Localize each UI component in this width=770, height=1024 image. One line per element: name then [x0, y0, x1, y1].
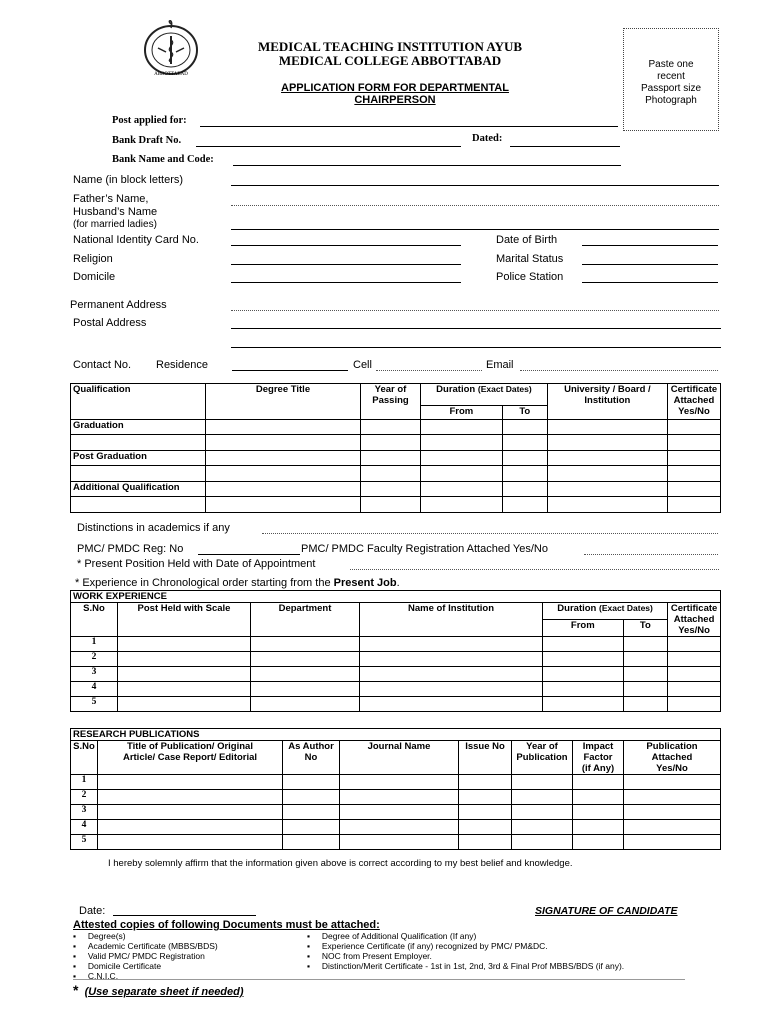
res-cell[interactable] — [283, 790, 340, 805]
post-applied-field[interactable] — [200, 126, 618, 127]
university-header-2: Institution — [584, 395, 631, 406]
work-cell[interactable] — [360, 682, 543, 697]
work-dept-header: Department — [251, 603, 360, 637]
res-cell[interactable] — [624, 835, 721, 850]
res-row-number: 1 — [71, 775, 98, 790]
qual-cell[interactable] — [71, 435, 206, 451]
res-cell[interactable] — [573, 805, 624, 820]
work-row-number: 2 — [71, 652, 118, 667]
marital-field[interactable] — [582, 264, 718, 265]
work-exact-label: (Exact Dates) — [599, 603, 653, 613]
footer-divider — [73, 979, 685, 980]
work-cell[interactable] — [251, 682, 360, 697]
work-cell[interactable] — [118, 637, 251, 652]
distinctions-label: Distinctions in academics if any — [77, 522, 230, 534]
domicile-field[interactable] — [231, 282, 461, 283]
qual-cell[interactable] — [667, 482, 720, 497]
asterisk: * — [73, 982, 79, 998]
year-header-2: Passing — [372, 395, 409, 406]
res-year-header — [512, 741, 573, 775]
doc-item-text: NOC from Present Employer. — [321, 951, 432, 961]
bank-name-label: Bank Name and Code: — [112, 154, 214, 165]
res-cell[interactable] — [340, 820, 459, 835]
qual-cell[interactable] — [547, 420, 667, 435]
name-field[interactable] — [231, 185, 719, 186]
qual-cell[interactable] — [547, 497, 667, 513]
year-header — [361, 384, 421, 420]
res-cell[interactable] — [573, 775, 624, 790]
research-title: RESEARCH PUBLICATIONS — [71, 729, 721, 741]
work-cert-header — [668, 603, 721, 637]
work-cell[interactable] — [360, 637, 543, 652]
police-label: Police Station — [496, 271, 564, 283]
res-cell[interactable] — [283, 820, 340, 835]
qual-cell[interactable] — [361, 482, 421, 497]
res-pub-header — [624, 741, 721, 775]
qual-cell[interactable] — [361, 435, 421, 451]
work-cell[interactable] — [360, 697, 543, 712]
work-cell[interactable] — [251, 697, 360, 712]
doc-item: ▪ Academic Certificate (MBBS/BDS) — [73, 941, 218, 951]
postal-address-label: Postal Address — [73, 317, 147, 329]
res-issue-header: Issue No — [459, 741, 512, 775]
res-row-number: 4 — [71, 820, 98, 835]
nic-field[interactable] — [231, 245, 461, 246]
experience-note — [75, 577, 400, 589]
res-cell[interactable] — [340, 790, 459, 805]
res-title-header — [98, 741, 283, 775]
date-label: Date: — [79, 905, 106, 917]
qual-cell[interactable] — [361, 451, 421, 466]
doc-item-text: C.N.I.C. — [87, 971, 119, 981]
res-impact-2: Factor — [583, 752, 613, 763]
photo-line-2: recent — [657, 71, 685, 82]
res-title-2: Article/ Case Report/ Editorial — [122, 752, 258, 763]
qual-cell[interactable] — [502, 497, 547, 513]
res-cell[interactable] — [512, 790, 573, 805]
work-to-header: To — [623, 620, 668, 637]
doc-item-text: Degree of Additional Qualification (If any) — [321, 931, 477, 941]
work-cell[interactable] — [543, 667, 624, 682]
date-field[interactable] — [113, 915, 256, 916]
qual-cell[interactable] — [71, 466, 206, 482]
photo-box[interactable] — [623, 28, 719, 131]
present-position-label: * Present Position Held with Date of Appointment — [77, 558, 316, 570]
postal-address-field-1[interactable] — [231, 328, 721, 329]
qual-cell[interactable] — [547, 466, 667, 482]
work-cell[interactable] — [543, 637, 624, 652]
qual-cell[interactable] — [502, 466, 547, 482]
permanent-address-field[interactable] — [231, 310, 719, 311]
father-label-1: Father’s Name, — [73, 193, 149, 205]
qual-cell[interactable] — [206, 435, 361, 451]
work-title: WORK EXPERIENCE — [71, 591, 721, 603]
qual-cell[interactable] — [421, 497, 503, 513]
doc-item: ▪ NOC from Present Employer. — [307, 951, 432, 961]
work-from-header: From — [543, 620, 624, 637]
qual-cell[interactable] — [547, 451, 667, 466]
res-author-2: No — [304, 752, 318, 763]
res-sno-header: S.No — [71, 741, 98, 775]
cert-header — [667, 384, 720, 420]
res-cell[interactable] — [283, 835, 340, 850]
res-cell[interactable] — [98, 820, 283, 835]
work-experience-table — [70, 590, 721, 712]
res-title-1: Title of Publication/ Original — [127, 741, 253, 752]
res-cell[interactable] — [624, 775, 721, 790]
qual-cell[interactable] — [361, 497, 421, 513]
qual-cell[interactable] — [667, 435, 720, 451]
res-author-header — [283, 741, 340, 775]
qual-row-post-graduation: Post Graduation — [71, 451, 206, 466]
work-inst-header: Name of Institution — [360, 603, 543, 637]
email-label: Email — [486, 359, 514, 371]
institution-title: MEDICAL TEACHING INSTITUTION AYUB — [257, 39, 523, 54]
qual-cell[interactable] — [206, 497, 361, 513]
cert-header-3: Yes/No — [678, 406, 710, 417]
res-year-1: Year of — [526, 741, 558, 752]
qual-cell[interactable] — [421, 435, 503, 451]
res-row-number: 5 — [71, 835, 98, 850]
docs-list-left — [73, 931, 218, 981]
res-cell[interactable] — [512, 805, 573, 820]
work-cell[interactable] — [118, 697, 251, 712]
res-cell[interactable] — [283, 805, 340, 820]
residence-label: Residence — [156, 359, 208, 371]
experience-note-text: * Experience in Chronological order starting from the — [75, 577, 334, 589]
qual-cell[interactable] — [71, 497, 206, 513]
doc-item: ▪ Distinction/Merit Certificate - 1st in 1st, 2nd, 3rd & Final Prof MBBS/BDS (if any). — [307, 961, 625, 971]
university-header — [547, 384, 667, 420]
work-duration-header — [543, 603, 668, 620]
work-cell[interactable] — [251, 652, 360, 667]
father-label-3: (for married ladies) — [73, 219, 157, 230]
qual-cell[interactable] — [502, 451, 547, 466]
photo-line-3: Passport size — [640, 83, 702, 94]
college-title: MEDICAL COLLEGE ABBOTTABAD — [278, 53, 502, 68]
work-cell[interactable] — [543, 652, 624, 667]
qual-cell[interactable] — [421, 420, 503, 435]
work-cell[interactable] — [543, 682, 624, 697]
res-cell[interactable] — [624, 820, 721, 835]
work-row-number: 1 — [71, 637, 118, 652]
form-title-2: CHAIRPERSON — [354, 94, 436, 106]
email-field[interactable] — [520, 370, 718, 371]
work-row-number: 5 — [71, 697, 118, 712]
work-cell[interactable] — [623, 682, 668, 697]
work-cell[interactable] — [668, 637, 721, 652]
pmc-faculty-field[interactable] — [584, 554, 718, 555]
qual-cell[interactable] — [502, 482, 547, 497]
qual-cell[interactable] — [206, 420, 361, 435]
domicile-label: Domicile — [73, 271, 116, 283]
work-cell[interactable] — [360, 652, 543, 667]
religion-label: Religion — [73, 253, 113, 265]
qual-cell[interactable] — [547, 482, 667, 497]
res-cell[interactable] — [512, 835, 573, 850]
res-cell[interactable] — [98, 775, 283, 790]
res-journal-header: Journal Name — [340, 741, 459, 775]
pmc-reg-label: PMC/ PMDC Reg: No — [77, 543, 184, 555]
doc-item: ▪ Experience Certificate (if any) recognized by PMC/ PM&DC. — [307, 941, 548, 951]
qual-cell[interactable] — [361, 420, 421, 435]
pmc-reg-field[interactable] — [198, 554, 300, 555]
permanent-address-label: Permanent Address — [70, 299, 167, 311]
qual-cell[interactable] — [421, 466, 503, 482]
work-cell[interactable] — [118, 682, 251, 697]
experience-note-bold: Present Job — [333, 577, 397, 589]
res-author-1: As Author — [288, 741, 334, 752]
res-cell[interactable] — [98, 805, 283, 820]
res-cell[interactable] — [512, 775, 573, 790]
res-cell[interactable] — [573, 835, 624, 850]
research-table — [70, 728, 721, 850]
cell-field[interactable] — [376, 370, 482, 371]
qual-cell[interactable] — [667, 466, 720, 482]
residence-field[interactable] — [232, 370, 348, 371]
work-cell[interactable] — [251, 667, 360, 682]
doc-item-text: Distinction/Merit Certificate - 1st in 1st, 2nd, 3rd & Final Prof MBBS/BDS (if any). — [321, 961, 625, 971]
res-cell[interactable] — [573, 820, 624, 835]
name-label: Name (in block letters) — [73, 174, 184, 186]
bank-draft-field[interactable] — [196, 146, 461, 147]
doc-item: ▪ Degree of Additional Qualification (If any) — [307, 931, 477, 941]
year-header-1: Year of — [374, 384, 407, 395]
res-cell[interactable] — [573, 790, 624, 805]
dob-field[interactable] — [582, 245, 718, 246]
qual-cell[interactable] — [502, 435, 547, 451]
res-row-number: 3 — [71, 805, 98, 820]
work-cell[interactable] — [623, 697, 668, 712]
doc-item: ▪ Degree(s) — [73, 931, 126, 941]
qual-header: Qualification — [71, 384, 206, 420]
work-duration-label: Duration — [557, 603, 597, 614]
qual-cell[interactable] — [502, 420, 547, 435]
doc-item-text: Domicile Certificate — [87, 961, 162, 971]
cell-label: Cell — [353, 359, 372, 371]
qual-cell[interactable] — [206, 466, 361, 482]
qual-cell[interactable] — [667, 451, 720, 466]
postal-address-field-2[interactable] — [231, 347, 721, 348]
bank-draft-label: Bank Draft No. — [112, 135, 182, 146]
duration-header — [421, 384, 548, 406]
exact-dates-label: (Exact Dates) — [477, 384, 532, 394]
work-cell[interactable] — [668, 667, 721, 682]
doc-item-text: Degree(s) — [87, 931, 126, 941]
res-cell[interactable] — [459, 820, 512, 835]
res-cell[interactable] — [459, 790, 512, 805]
qual-cell[interactable] — [361, 466, 421, 482]
work-cell[interactable] — [668, 682, 721, 697]
cert-header-2: Attached — [673, 395, 715, 406]
form-title-1: APPLICATION FORM FOR DEPARTMENTAL — [281, 82, 509, 94]
work-row-number: 3 — [71, 667, 118, 682]
res-impact-1: Impact — [582, 741, 614, 752]
doc-item-text: Valid PMC/ PMDC Registration — [87, 951, 205, 961]
qual-cell[interactable] — [421, 482, 503, 497]
res-cell[interactable] — [624, 805, 721, 820]
affirmation-text: I hereby solemnly affirm that the information given above is correct according to my best belief and knowledge. — [108, 858, 573, 869]
qual-row-graduation: Graduation — [71, 420, 206, 435]
contact-label: Contact No. — [73, 359, 132, 371]
res-cell[interactable] — [512, 820, 573, 835]
res-cell[interactable] — [283, 775, 340, 790]
signature-label: SIGNATURE OF CANDIDATE — [535, 905, 678, 917]
from-header: From — [421, 406, 503, 420]
to-header: To — [502, 406, 547, 420]
dob-label: Date of Birth — [496, 234, 558, 246]
work-cell[interactable] — [623, 667, 668, 682]
qual-row-additional: Additional Qualification — [71, 482, 206, 497]
photo-line-4: Photograph — [645, 95, 697, 106]
doc-item: ▪ Valid PMC/ PMDC Registration — [73, 951, 205, 961]
present-position-field[interactable] — [350, 569, 719, 570]
degree-header: Degree Title — [206, 384, 361, 420]
res-pub-1: Publication — [646, 741, 698, 752]
college-logo — [140, 18, 202, 78]
res-cell[interactable] — [340, 805, 459, 820]
work-post-header: Post Held with Scale — [118, 603, 251, 637]
work-cell[interactable] — [118, 667, 251, 682]
res-row-number: 2 — [71, 790, 98, 805]
duration-label: Duration — [436, 384, 476, 395]
dated-label: Dated: — [472, 133, 503, 144]
work-sno-header: S.No — [71, 603, 118, 637]
docs-list-right — [307, 931, 624, 971]
work-cell[interactable] — [668, 652, 721, 667]
doc-item: ▪ C.N.I.C. — [73, 971, 119, 981]
qual-cell[interactable] — [206, 482, 361, 497]
separate-sheet-text: (Use separate sheet if needed) — [84, 986, 244, 998]
work-cert-2: Attached — [673, 614, 715, 625]
photo-line-1: Paste one — [648, 59, 694, 70]
work-cell[interactable] — [251, 637, 360, 652]
res-cell[interactable] — [98, 790, 283, 805]
res-cell[interactable] — [340, 775, 459, 790]
dated-field[interactable] — [510, 146, 620, 147]
qualification-table — [70, 383, 721, 513]
bank-name-field[interactable] — [233, 165, 621, 166]
res-cell[interactable] — [98, 835, 283, 850]
qual-cell[interactable] — [667, 497, 720, 513]
distinctions-field[interactable] — [262, 533, 718, 534]
work-cell[interactable] — [360, 667, 543, 682]
qual-cell[interactable] — [421, 451, 503, 466]
work-cell[interactable] — [623, 637, 668, 652]
res-cell[interactable] — [459, 835, 512, 850]
qual-cell[interactable] — [547, 435, 667, 451]
cert-header-1: Certificate — [670, 384, 718, 395]
res-cell[interactable] — [459, 775, 512, 790]
father-field-2[interactable] — [231, 229, 719, 230]
experience-note-end: . — [396, 577, 400, 589]
res-impact-3: (if Any) — [581, 763, 615, 774]
father-label-2: Husband’s Name — [73, 206, 158, 218]
logo-text: ABBOTTABAD — [154, 72, 188, 77]
post-applied-label: Post applied for: — [112, 115, 187, 126]
work-row-number: 4 — [71, 682, 118, 697]
nic-label: National Identity Card No. — [73, 234, 199, 246]
res-cell[interactable] — [624, 790, 721, 805]
work-cell[interactable] — [543, 697, 624, 712]
police-field[interactable] — [582, 282, 718, 283]
university-header-1: University / Board / — [564, 384, 651, 395]
father-field-1[interactable] — [231, 205, 719, 206]
work-cell[interactable] — [668, 697, 721, 712]
work-cert-3: Yes/No — [678, 625, 710, 636]
religion-field[interactable] — [231, 264, 461, 265]
doc-item-text: Academic Certificate (MBBS/BDS) — [87, 941, 218, 951]
doc-item: ▪ Domicile Certificate — [73, 961, 162, 971]
res-cell[interactable] — [340, 835, 459, 850]
work-cell[interactable] — [118, 652, 251, 667]
qual-cell[interactable] — [667, 420, 720, 435]
res-cell[interactable] — [459, 805, 512, 820]
res-impact-header — [573, 741, 624, 775]
work-cell[interactable] — [623, 652, 668, 667]
marital-label: Marital Status — [496, 253, 564, 265]
qual-cell[interactable] — [206, 451, 361, 466]
res-pub-2: Attached — [651, 752, 693, 763]
res-pub-3: Yes/No — [656, 763, 688, 774]
work-cert-1: Certificate — [670, 603, 718, 614]
doc-item-text: Experience Certificate (if any) recognized by PMC/ PM&DC. — [321, 941, 548, 951]
attested-heading: Attested copies of following Documents must be attached: — [73, 919, 380, 931]
pmc-faculty-label: PMC/ PMDC Faculty Registration Attached Yes/No — [301, 543, 548, 555]
separate-sheet-note — [73, 982, 244, 998]
res-year-2: Publication — [516, 752, 568, 763]
